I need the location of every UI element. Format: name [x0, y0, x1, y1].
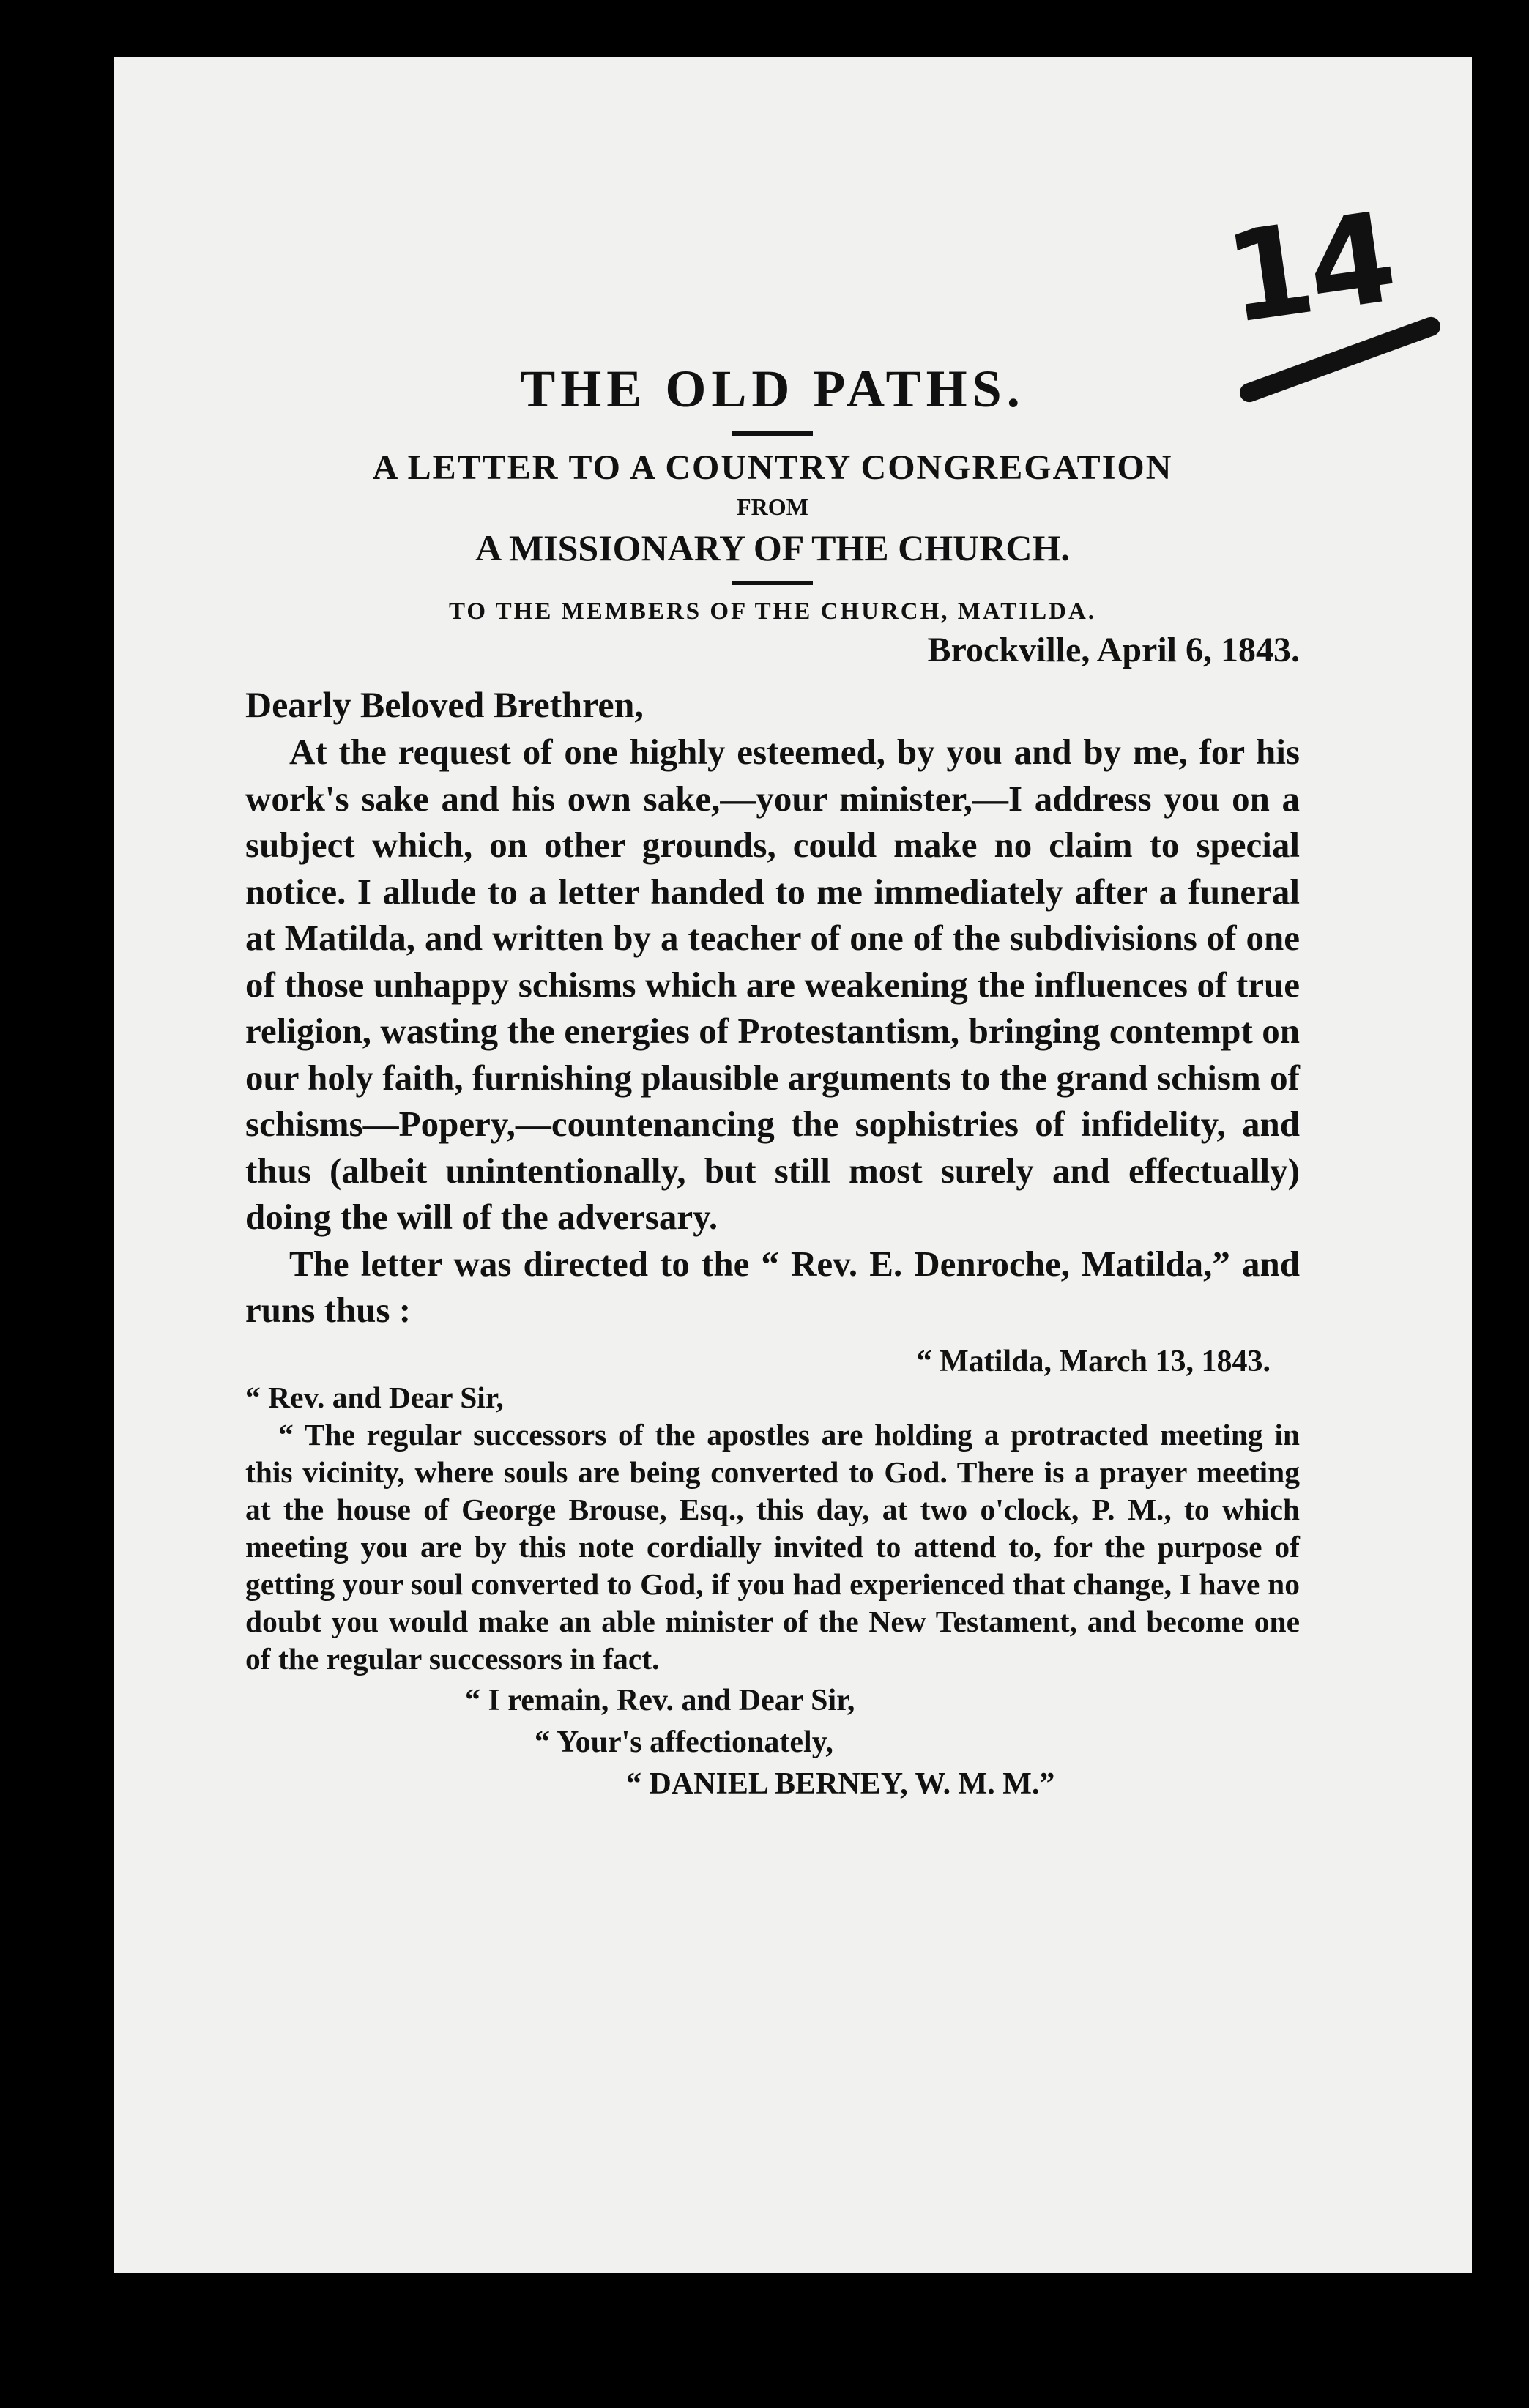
dateline: Brockville, April 6, 1843. — [927, 631, 1300, 669]
subtitle-line-1: A LETTER TO A COUNTRY CONGREGATION — [372, 448, 1173, 487]
salutation: Dearly Beloved Brethren, — [245, 684, 644, 725]
letter-signature: “ DANIEL BERNEY, W. M. M.” — [626, 1766, 1055, 1801]
letter-closing-2: “ Your's affectionately, — [535, 1725, 833, 1759]
subtitle-divider — [732, 581, 813, 585]
subtitle-line-3: A MISSIONARY OF THE CHURCH. — [475, 527, 1070, 568]
title-divider — [732, 431, 813, 436]
dedication: TO THE MEMBERS OF THE CHURCH, MATILDA. — [448, 598, 1097, 625]
paragraph-2: The letter was directed to the “ Rev. E. Denroche, Matilda,” and runs thus : — [245, 1243, 1300, 1330]
letter-body: “ The regular successors of the apostles are holding a protracted meeting in this vicinity, where souls are being converted to God. There is a prayer meeting at the house of George Brouse, Esq., this day, at two o'clock, P. M., to which meeting you are by this note cordially invited to attend to, for the purpose of getting your soul converted to God, if you had experienced that change, I have no doubt you would make an able minister of the New Testament, and become one of the regular successors in fact. — [245, 1417, 1300, 1676]
subtitle-line-2: FROM — [737, 494, 808, 520]
letter-date: “ Matilda, March 13, 1843. — [916, 1344, 1271, 1378]
paragraph-1: At the request of one highly esteemed, by you and by me, for his work's sake and his own sake,—your minister,—I address you on a subject which, on other grounds, could make no claim to special notice. I allude to a letter handed to me immediately after a funeral at Matilda, and written by a teacher of one of the subdivisions of one of those unhappy schisms which are weakening the influences of true religion, wasting the energies of Protestantism, bringing contempt on our holy faith, furnishing plausible arguments to the grand schism of schisms—Popery,—countenancing the sophistries of infidelity, and thus (albeit unintentionally, but still most surely and effectually) doing the will of the adversary. — [245, 732, 1300, 1237]
document-title: THE OLD PATHS. — [520, 360, 1025, 418]
handwritten-page-number: 14 — [1217, 185, 1401, 352]
letter-salutation: “ Rev. and Dear Sir, — [245, 1380, 504, 1414]
document-content — [245, 359, 1300, 1803]
letter-closing-1: “ I remain, Rev. and Dear Sir, — [465, 1683, 855, 1717]
